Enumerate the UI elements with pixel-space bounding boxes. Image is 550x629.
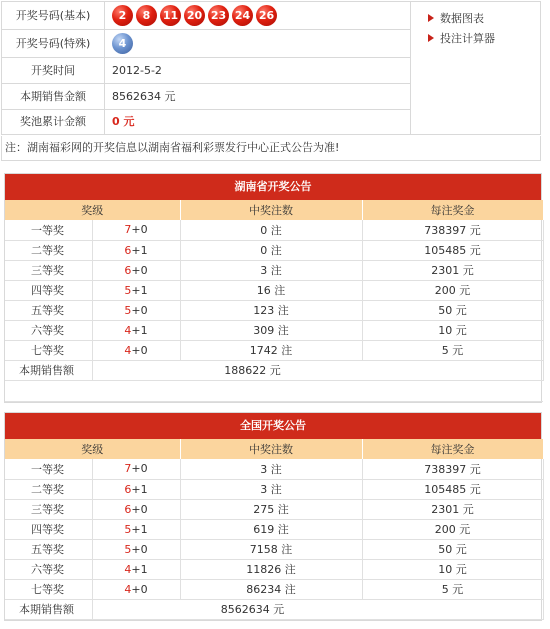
table-row xyxy=(5,539,543,559)
number-ball: 23 xyxy=(208,5,229,26)
prize-condition: 5+0 xyxy=(92,300,180,320)
prize-amount: 5 元 xyxy=(362,340,543,360)
table-row xyxy=(5,519,543,539)
prize-amount: 200 元 xyxy=(362,280,543,300)
table-row xyxy=(5,499,543,519)
draw-info-left xyxy=(2,2,411,134)
jackpot-value: 0 元 xyxy=(112,115,135,128)
table-row xyxy=(5,340,543,360)
prize-level: 一等奖 xyxy=(5,459,92,479)
sales-total-value: 8562634 元 xyxy=(92,599,543,619)
number-ball: 20 xyxy=(184,5,205,26)
hunan-prize-table xyxy=(5,200,544,402)
data-chart-link-label: 数据图表 xyxy=(440,12,484,25)
winner-count: 1742 注 xyxy=(180,340,362,360)
prize-level: 六等奖 xyxy=(5,320,92,340)
sales-total-value: 188622 元 xyxy=(92,360,543,380)
sales-total-row xyxy=(5,599,543,619)
number-ball: 24 xyxy=(232,5,253,26)
level-header: 奖级 xyxy=(5,439,180,459)
prize-amount: 738397 元 xyxy=(362,220,543,240)
table-row xyxy=(5,300,543,320)
winner-count: 3 注 xyxy=(180,479,362,499)
number-ball: 11 xyxy=(160,5,181,26)
prize-condition: 6+1 xyxy=(92,479,180,499)
national-prize-table xyxy=(5,439,544,620)
table-row xyxy=(5,280,543,300)
winner-count: 275 注 xyxy=(180,499,362,519)
winner-count: 0 注 xyxy=(180,240,362,260)
winner-count: 16 注 xyxy=(180,280,362,300)
hunan-announcement xyxy=(4,173,542,403)
bet-calculator-link-label: 投注计算器 xyxy=(440,32,495,45)
basic-numbers-row xyxy=(2,2,411,30)
level-header: 奖级 xyxy=(5,200,180,220)
special-number-label: 开奖号码(特殊) xyxy=(2,30,105,57)
winner-count: 309 注 xyxy=(180,320,362,340)
special-number-row xyxy=(2,30,411,58)
sales-value: 8562634 元 xyxy=(112,90,176,103)
prize-level: 二等奖 xyxy=(5,479,92,499)
jackpot-label: 奖池累计金额 xyxy=(2,110,105,134)
winner-count: 86234 注 xyxy=(180,579,362,599)
national-announcement-title: 全国开奖公告 xyxy=(5,413,541,439)
prize-amount: 105485 元 xyxy=(362,479,543,499)
prize-amount: 105485 元 xyxy=(362,240,543,260)
prize-amount: 200 元 xyxy=(362,519,543,539)
sales-total-label: 本期销售额 xyxy=(5,360,92,380)
sales-total-label: 本期销售额 xyxy=(5,599,92,619)
sales-row xyxy=(2,84,411,110)
prize-amount: 10 元 xyxy=(362,320,543,340)
table-header-row xyxy=(5,439,543,459)
prize-condition: 7+0 xyxy=(92,220,180,240)
prize-level: 一等奖 xyxy=(5,220,92,240)
prize-condition: 4+1 xyxy=(92,559,180,579)
winner-count: 3 注 xyxy=(180,459,362,479)
spacer-cell xyxy=(5,380,543,401)
special-number-ball: 4 xyxy=(112,33,133,54)
arrow-right-icon xyxy=(428,14,434,22)
prize-condition: 4+0 xyxy=(92,579,180,599)
prize-amount: 2301 元 xyxy=(362,260,543,280)
national-announcement xyxy=(4,412,542,621)
draw-date-value: 2012-5-2 xyxy=(112,64,162,77)
prize-condition: 6+0 xyxy=(92,260,180,280)
amount-header: 每注奖金 xyxy=(362,200,543,220)
jackpot-row xyxy=(2,110,411,134)
prize-level: 五等奖 xyxy=(5,539,92,559)
count-header: 中奖注数 xyxy=(180,200,362,220)
prize-amount: 50 元 xyxy=(362,539,543,559)
side-links xyxy=(425,8,495,48)
winner-count: 619 注 xyxy=(180,519,362,539)
draw-date-label: 开奖时间 xyxy=(2,58,105,83)
prize-level: 六等奖 xyxy=(5,559,92,579)
prize-condition: 6+0 xyxy=(92,499,180,519)
prize-condition: 5+0 xyxy=(92,539,180,559)
prize-level: 三等奖 xyxy=(5,499,92,519)
number-ball: 26 xyxy=(256,5,277,26)
prize-amount: 10 元 xyxy=(362,559,543,579)
table-header-row xyxy=(5,200,543,220)
table-row xyxy=(5,240,543,260)
basic-numbers xyxy=(112,2,277,29)
prize-level: 四等奖 xyxy=(5,519,92,539)
table-row xyxy=(5,260,543,280)
amount-header: 每注奖金 xyxy=(362,439,543,459)
special-number xyxy=(112,30,133,57)
prize-condition: 5+1 xyxy=(92,519,180,539)
sales-total-row xyxy=(5,360,543,380)
number-ball: 2 xyxy=(112,5,133,26)
winner-count: 3 注 xyxy=(180,260,362,280)
table-row xyxy=(5,459,543,479)
hunan-announcement-title: 湖南省开奖公告 xyxy=(5,174,541,200)
prize-level: 五等奖 xyxy=(5,300,92,320)
prize-condition: 4+0 xyxy=(92,340,180,360)
prize-level: 四等奖 xyxy=(5,280,92,300)
prize-level: 三等奖 xyxy=(5,260,92,280)
prize-condition: 5+1 xyxy=(92,280,180,300)
winner-count: 11826 注 xyxy=(180,559,362,579)
sales-label: 本期销售金额 xyxy=(2,84,105,109)
winner-count: 7158 注 xyxy=(180,539,362,559)
table-row xyxy=(5,220,543,240)
table-row xyxy=(5,579,543,599)
winner-count: 123 注 xyxy=(180,300,362,320)
count-header: 中奖注数 xyxy=(180,439,362,459)
bet-calculator-link[interactable] xyxy=(425,28,495,48)
prize-amount: 2301 元 xyxy=(362,499,543,519)
basic-numbers-label: 开奖号码(基本) xyxy=(2,2,105,29)
disclaimer-note: 注：湖南福彩网的开奖信息以湖南省福利彩票发行中心正式公告为准! xyxy=(1,136,541,161)
prize-amount: 5 元 xyxy=(362,579,543,599)
prize-condition: 4+1 xyxy=(92,320,180,340)
draw-info-panel xyxy=(1,1,541,135)
prize-condition: 6+1 xyxy=(92,240,180,260)
prize-amount: 738397 元 xyxy=(362,459,543,479)
arrow-right-icon xyxy=(428,34,434,42)
prize-level: 二等奖 xyxy=(5,240,92,260)
prize-amount: 50 元 xyxy=(362,300,543,320)
table-row xyxy=(5,320,543,340)
data-chart-link[interactable] xyxy=(425,8,495,28)
number-ball: 8 xyxy=(136,5,157,26)
prize-condition: 7+0 xyxy=(92,459,180,479)
prize-level: 七等奖 xyxy=(5,340,92,360)
prize-level: 七等奖 xyxy=(5,579,92,599)
table-row xyxy=(5,479,543,499)
spacer-row xyxy=(5,380,543,401)
winner-count: 0 注 xyxy=(180,220,362,240)
draw-date-row xyxy=(2,58,411,84)
table-row xyxy=(5,559,543,579)
